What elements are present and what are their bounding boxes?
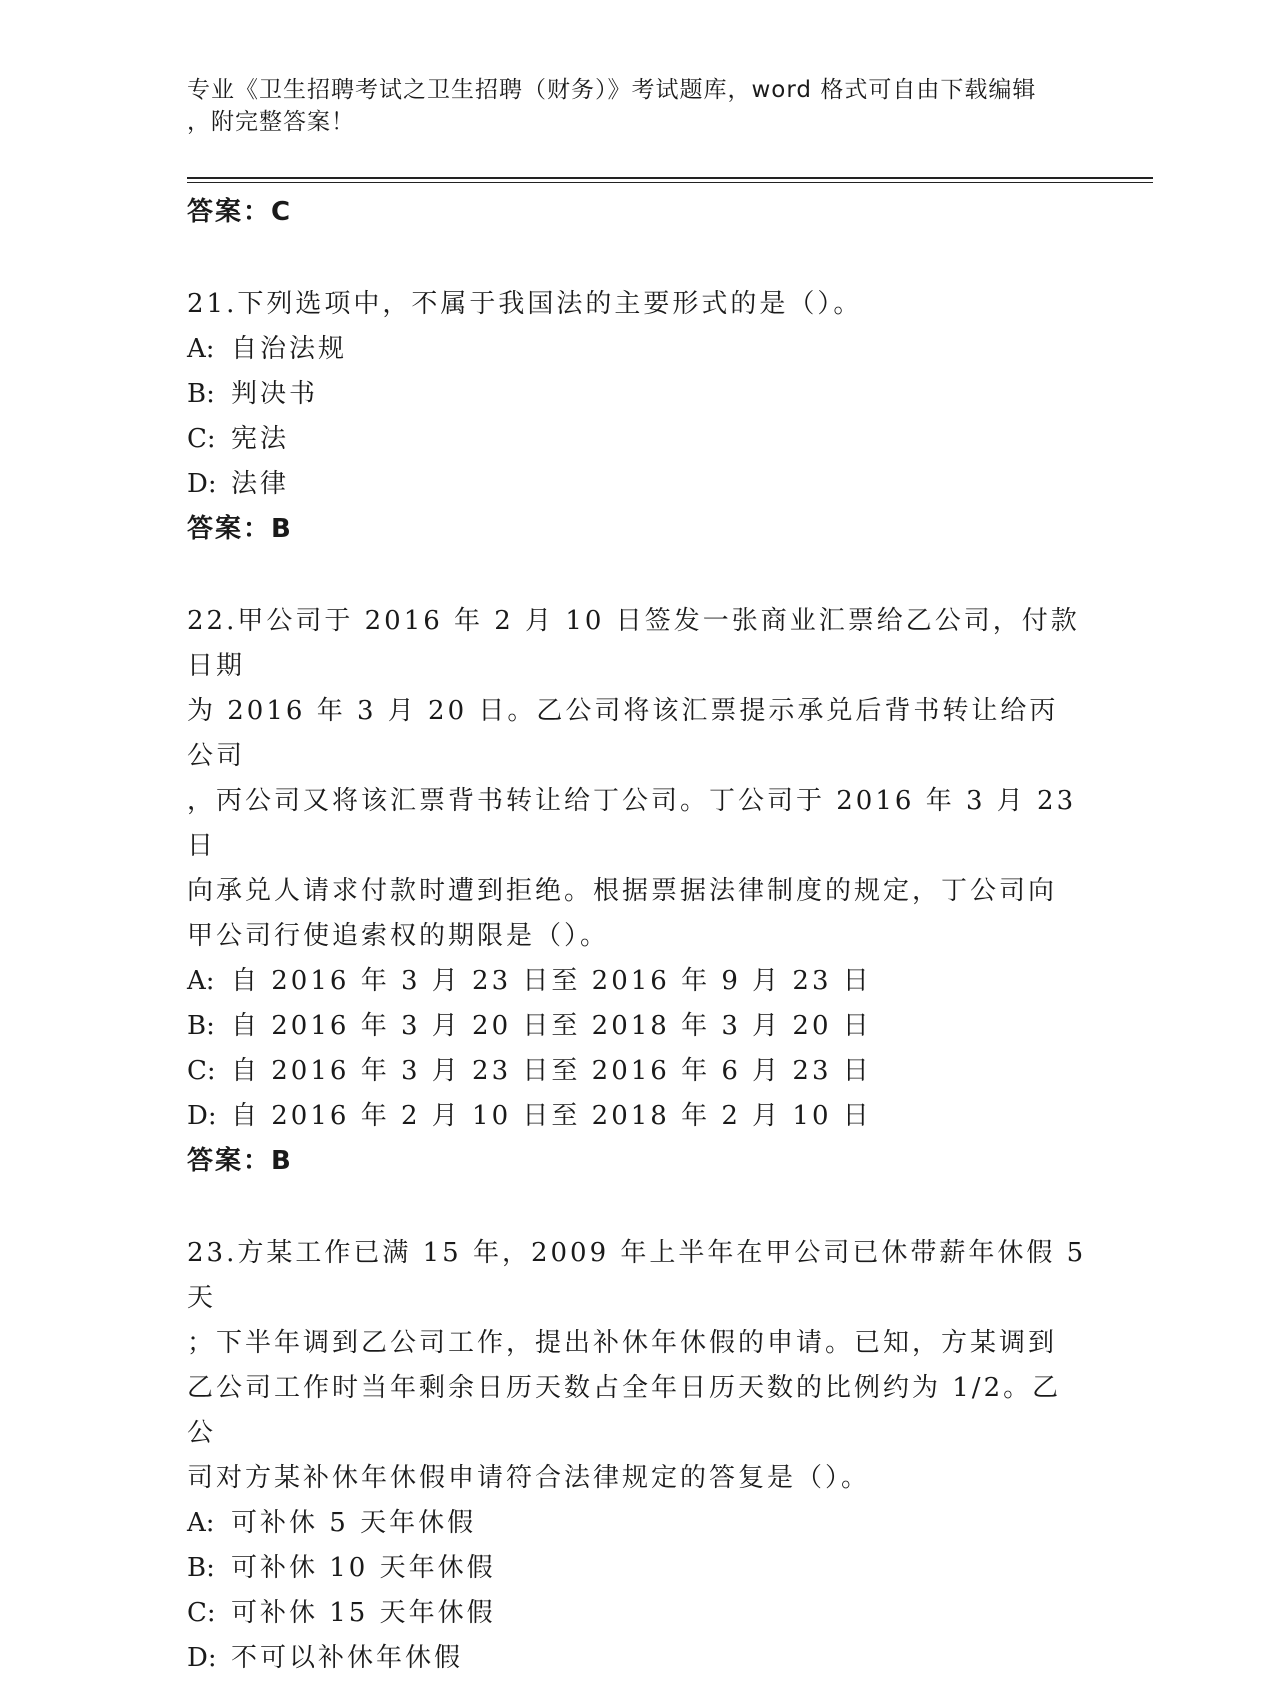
spacer <box>187 235 1087 282</box>
option-b <box>187 372 1087 417</box>
answer-21: 答案：B <box>187 514 293 544</box>
option-text: 宪法 <box>231 424 290 454</box>
option-letter: D: <box>187 1101 217 1131</box>
question-line: 21.下列选项中，不属于我国法的主要形式的是（）。 <box>187 289 863 319</box>
option-letter: D: <box>187 469 217 499</box>
question-line: 22.甲公司于 2016 年 2 月 10 日签发一张商业汇票给乙公司，付款日期 <box>187 606 1080 681</box>
option-letter: C: <box>187 1056 216 1086</box>
option-text: 不可以补休年休假 <box>231 1643 464 1673</box>
option-b <box>187 1546 1087 1591</box>
option-d <box>187 1636 1087 1681</box>
question-line: ；下半年调到乙公司工作，提出补休年休假的申请。已知，方某调到 <box>187 1328 1058 1358</box>
option-letter: C: <box>187 424 216 454</box>
previous-answer: 答案：C <box>187 197 293 227</box>
option-letter: A: <box>187 966 215 996</box>
question-block-22 <box>187 599 1087 1184</box>
option-c <box>187 1591 1087 1636</box>
question-line: 乙公司工作时当年剩余日历天数占全年日历天数的比例约为 1/2。乙公 <box>187 1373 1062 1448</box>
option-b <box>187 1004 1087 1049</box>
spacer <box>187 552 1087 599</box>
option-text: 可补休 10 天年休假 <box>231 1553 496 1583</box>
option-text: 自 2016 年 3 月 20 日至 2018 年 3 月 20 日 <box>231 1011 872 1041</box>
question-line: 司对方某补休年休假申请符合法律规定的答复是（）。 <box>187 1463 871 1493</box>
option-c <box>187 1049 1087 1094</box>
option-text: 法律 <box>231 469 290 499</box>
question-content <box>187 190 1087 1681</box>
answer-22: 答案：B <box>187 1146 293 1176</box>
question-line: 为 2016 年 3 月 20 日。乙公司将该汇票提示承兑后背书转让给丙公司 <box>187 696 1059 771</box>
option-text: 可补休 15 天年休假 <box>231 1598 496 1628</box>
option-letter: C: <box>187 1598 216 1628</box>
option-d <box>187 1094 1087 1139</box>
question-line: 向承兑人请求付款时遭到拒绝。根据票据法律制度的规定，丁公司向 <box>187 876 1058 906</box>
document-header <box>187 74 1087 138</box>
option-text: 自 2016 年 3 月 23 日至 2016 年 9 月 23 日 <box>231 966 872 996</box>
question-block-21 <box>187 282 1087 552</box>
header-line-2: ，附完整答案！ <box>187 109 355 135</box>
option-d <box>187 462 1087 507</box>
question-line: ，丙公司又将该汇票背书转让给丁公司。丁公司于 2016 年 3 月 23 日 <box>187 786 1077 861</box>
header-divider-thick <box>187 177 1153 179</box>
option-text: 自治法规 <box>231 334 348 364</box>
question-line: 23.方某工作已满 15 年，2009 年上半年在甲公司已休带薪年休假 5 天 <box>187 1238 1087 1313</box>
question-line: 甲公司行使追索权的期限是（）。 <box>187 921 610 951</box>
option-letter: A: <box>187 1508 215 1538</box>
option-letter: B: <box>187 1553 215 1583</box>
option-text: 自 2016 年 3 月 23 日至 2016 年 6 月 23 日 <box>231 1056 872 1086</box>
option-letter: B: <box>187 1011 215 1041</box>
option-text: 自 2016 年 2 月 10 日至 2018 年 2 月 10 日 <box>231 1101 872 1131</box>
spacer <box>187 1184 1087 1231</box>
option-letter: D: <box>187 1643 217 1673</box>
header-divider-thin <box>187 182 1153 183</box>
option-a <box>187 327 1087 372</box>
option-text: 判决书 <box>231 379 319 409</box>
option-c <box>187 417 1087 462</box>
question-block-23 <box>187 1231 1087 1681</box>
header-line-1: 专业《卫生招聘考试之卫生招聘（财务）》考试题库，word 格式可自由下载编辑 <box>187 77 1037 103</box>
option-a <box>187 959 1087 1004</box>
option-letter: A: <box>187 334 215 364</box>
option-a <box>187 1501 1087 1546</box>
option-letter: B: <box>187 379 215 409</box>
option-text: 可补休 5 天年休假 <box>231 1508 477 1538</box>
